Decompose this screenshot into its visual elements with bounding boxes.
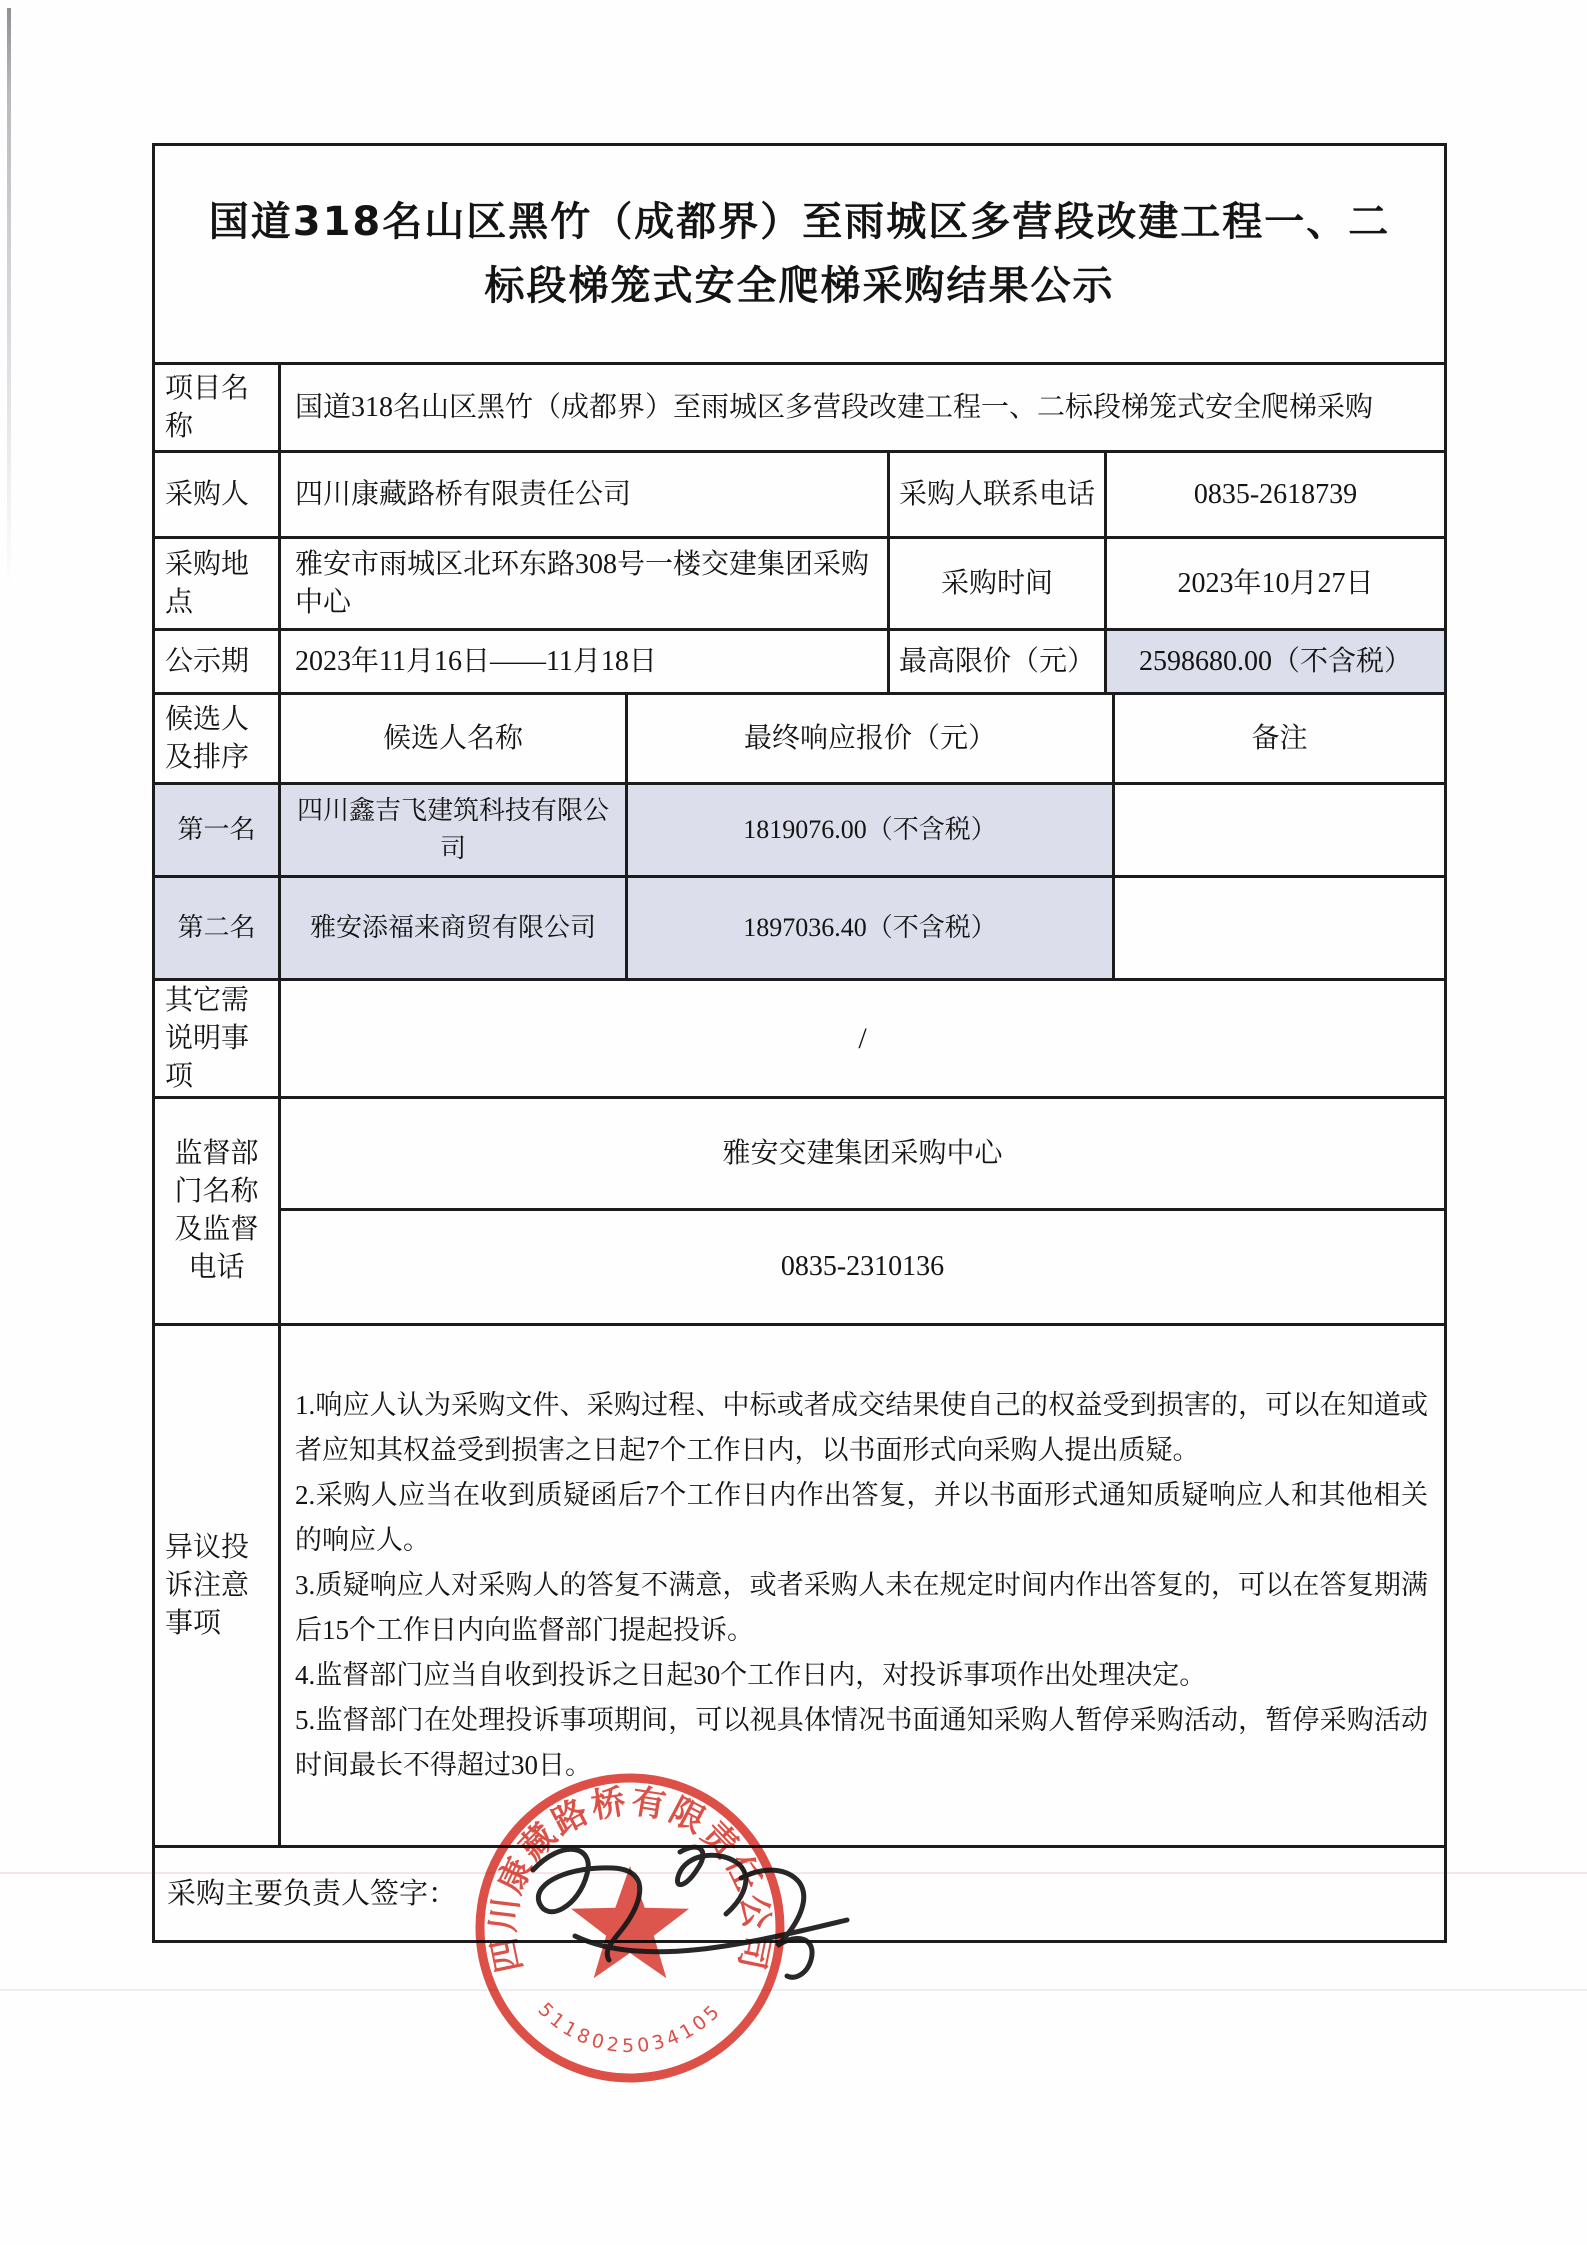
objection-item: 2.采购人应当在收到质疑函后7个工作日内作出答复，并以书面形式通知质疑响应人和其他相关的响应人。 bbox=[295, 1480, 1428, 1555]
project-name-label: 项目名称 bbox=[155, 365, 281, 453]
candidates-header-remark: 备注 bbox=[1115, 695, 1447, 785]
objection-item: 4.监督部门应当自收到投诉之日起30个工作日内，对投诉事项作出处理决定。 bbox=[295, 1660, 1207, 1690]
time-label: 采购时间 bbox=[890, 539, 1107, 631]
candidate-remark bbox=[1115, 785, 1447, 878]
candidate-price: 1819076.00（不含税） bbox=[628, 785, 1115, 878]
location-label: 采购地点 bbox=[155, 539, 281, 631]
supervision-department: 雅安交建集团采购中心 bbox=[281, 1099, 1447, 1211]
seal-number-text: 5118025034105 bbox=[533, 1998, 727, 2058]
candidates-header-name: 候选人名称 bbox=[281, 695, 628, 785]
seal-company-text: 四川康藏路桥有限责任公司 bbox=[485, 1783, 775, 1976]
purchaser-label: 采购人 bbox=[155, 453, 281, 539]
scan-artifact-left-edge bbox=[7, 8, 11, 588]
candidate-name: 四川鑫吉飞建筑科技有限公司 bbox=[281, 785, 628, 878]
purchaser-phone-value: 0835-2618739 bbox=[1107, 453, 1447, 539]
candidate-remark bbox=[1115, 878, 1447, 981]
document-title-line1: 国道318名山区黑竹（成都界）至雨城区多营段改建工程一、二 bbox=[208, 199, 1391, 245]
objection-label: 异议投诉注意事项 bbox=[155, 1326, 281, 1848]
publicity-value: 2023年11月16日——11月18日 bbox=[281, 631, 890, 695]
document-title bbox=[155, 146, 1447, 365]
document-table bbox=[152, 143, 1447, 1943]
document-title-line2: 标段梯笼式安全爬梯采购结果公示 bbox=[484, 263, 1115, 309]
candidate-price: 1897036.40（不含税） bbox=[628, 878, 1115, 981]
max-price-label: 最高限价（元） bbox=[890, 631, 1107, 695]
supervision-label: 监督部门名称及监督电话 bbox=[155, 1099, 281, 1326]
candidates-section-label: 候选人及排序 bbox=[155, 695, 281, 785]
project-name-value: 国道318名山区黑竹（成都界）至雨城区多营段改建工程一、二标段梯笼式安全爬梯采购 bbox=[281, 365, 1447, 453]
candidate-name: 雅安添福来商贸有限公司 bbox=[281, 878, 628, 981]
location-value: 雅安市雨城区北环东路308号一楼交建集团采购中心 bbox=[281, 539, 890, 631]
objection-item: 1.响应人认为采购文件、采购过程、中标或者成交结果使自己的权益受到损害的，可以在知道或者应知其权益受到损害之日起7个工作日内，以书面形式向采购人提出质疑。 bbox=[295, 1390, 1428, 1465]
objection-content bbox=[281, 1326, 1447, 1848]
objection-item: 3.质疑响应人对采购人的答复不满意，或者采购人未在规定时间内作出答复的，可以在答复期满后15个工作日内向监督部门提起投诉。 bbox=[295, 1570, 1428, 1645]
max-price-value: 2598680.00（不含税） bbox=[1107, 631, 1447, 695]
signature-label: 采购主要负责人签字： bbox=[167, 1878, 458, 1910]
candidates-header-price: 最终响应报价（元） bbox=[628, 695, 1115, 785]
objection-item: 5.监督部门在处理投诉事项期间，可以视具体情况书面通知采购人暂停采购活动，暂停采购活动时间最长不得超过30日。 bbox=[295, 1705, 1428, 1780]
supervision-phone: 0835-2310136 bbox=[281, 1211, 1447, 1326]
other-notes-label: 其它需说明事项 bbox=[155, 981, 281, 1099]
other-notes-value: / bbox=[281, 981, 1447, 1099]
handwritten-signature bbox=[455, 1808, 915, 2018]
publicity-label: 公示期 bbox=[155, 631, 281, 695]
time-value: 2023年10月27日 bbox=[1107, 539, 1447, 631]
purchaser-phone-label: 采购人联系电话 bbox=[890, 453, 1107, 539]
candidate-rank: 第二名 bbox=[155, 878, 281, 981]
candidate-rank: 第一名 bbox=[155, 785, 281, 878]
purchaser-value: 四川康藏路桥有限责任公司 bbox=[281, 453, 890, 539]
